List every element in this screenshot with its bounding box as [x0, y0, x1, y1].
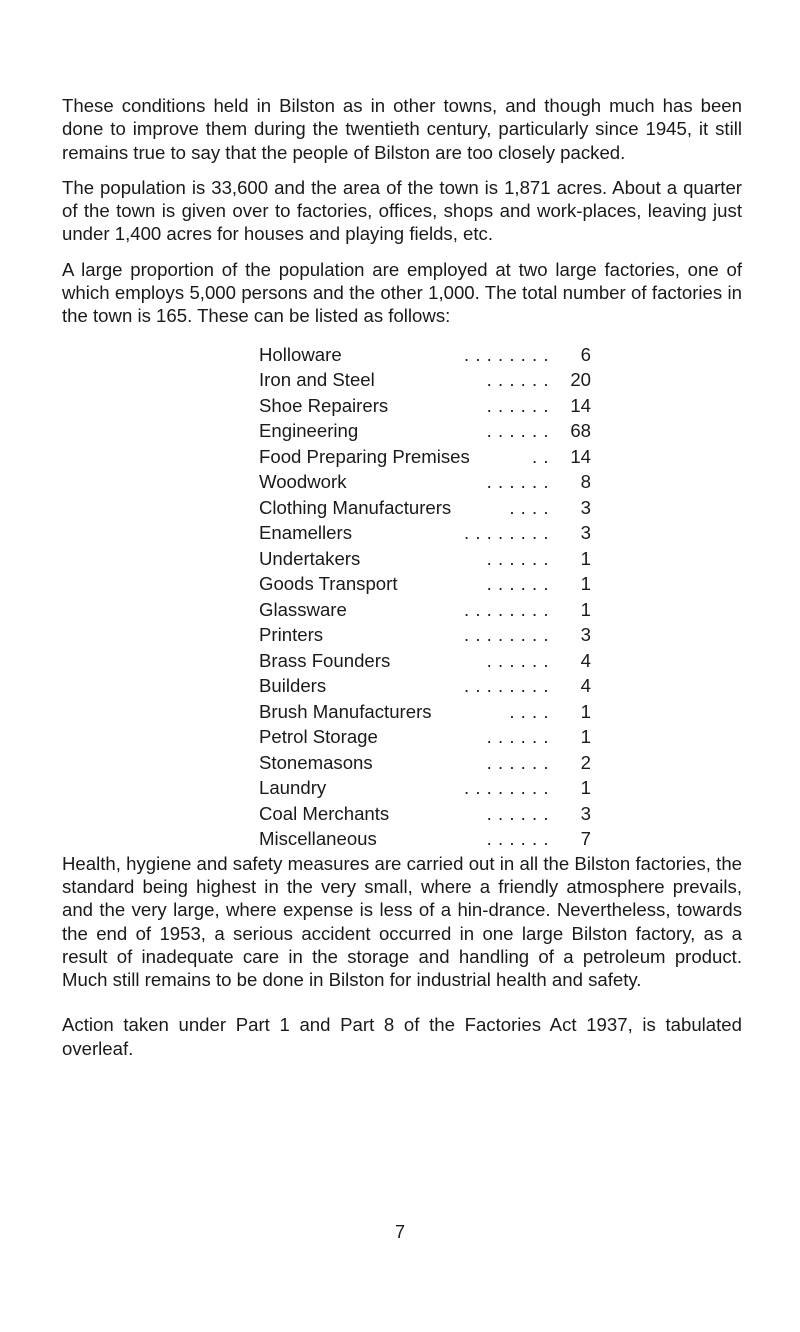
factory-type-label: Food Preparing Premises	[259, 445, 470, 467]
factory-type-label: Iron and Steel	[259, 369, 375, 391]
factory-type-label: Printers	[259, 624, 324, 646]
list-item	[259, 750, 591, 776]
factory-type-label: Shoe Repairers	[259, 394, 389, 416]
factory-type-label: Woodwork	[259, 471, 347, 493]
factory-type-label: Laundry	[259, 777, 327, 799]
list-item	[259, 775, 591, 801]
factory-count: 1	[580, 700, 591, 722]
list-item	[259, 724, 591, 750]
leader-dots: . . . . . .	[486, 649, 549, 671]
paragraph-population-area: The population is 33,600 and the area of the town is 1,871 acres. About a quarter of the town is given over to factories, offices, shops and work-places, leaving just under 1,400 acres for houses and playing fields, etc.	[62, 176, 742, 245]
factory-type-label: Enamellers	[259, 522, 353, 544]
list-item	[259, 444, 591, 470]
leader-dots: . . . . . .	[486, 369, 549, 391]
factory-type-label: Builders	[259, 675, 327, 697]
factory-type-label: Brass Founders	[259, 649, 391, 671]
factory-type-label: Petrol Storage	[259, 726, 378, 748]
factory-count: 68	[570, 420, 591, 442]
list-item	[259, 699, 591, 725]
factory-type-label: Undertakers	[259, 547, 361, 569]
factory-type-label: Brush Manufacturers	[259, 700, 432, 722]
leader-dots: . . . . . . . .	[464, 522, 549, 544]
leader-dots: . . . . . .	[486, 751, 549, 773]
list-item	[259, 418, 591, 444]
page-number: 7	[394, 1222, 405, 1242]
factory-count: 4	[580, 649, 591, 671]
factory-type-label: Clothing Manufacturers	[259, 496, 452, 518]
factory-count: 6	[580, 343, 591, 365]
factory-count: 3	[580, 802, 591, 824]
factory-count: 2	[580, 751, 591, 773]
leader-dots: . . . . . .	[486, 802, 549, 824]
factory-count: 3	[580, 624, 591, 646]
leader-dots: . . . .	[509, 700, 549, 722]
list-item	[259, 367, 591, 393]
leader-dots: . . . . . . . .	[464, 675, 549, 697]
factory-type-label: Coal Merchants	[259, 802, 390, 824]
leader-dots: . . . . . .	[486, 394, 549, 416]
list-item	[259, 546, 591, 572]
leader-dots: . . . . . .	[486, 726, 549, 748]
factory-type-label: Goods Transport	[259, 573, 398, 595]
factory-count: 1	[580, 573, 591, 595]
factory-type-label: Miscellaneous	[259, 828, 377, 850]
factory-count: 14	[570, 445, 591, 467]
factory-count: 1	[580, 547, 591, 569]
factory-type-label: Stonemasons	[259, 751, 373, 773]
list-item	[259, 495, 591, 521]
leader-dots: . . . . . . . .	[464, 777, 549, 799]
leader-dots: . . . . . . . .	[464, 598, 549, 620]
factory-list	[259, 342, 591, 852]
factory-count: 4	[580, 675, 591, 697]
factory-count: 14	[570, 394, 591, 416]
list-item	[259, 801, 591, 827]
paragraph-housing-conditions: These conditions held in Bilston as in other towns, and though much has been done to improve them during the twentieth century, particularly since 1945, it still remains true to say that the people of Bilston are too closely packed.	[62, 95, 742, 163]
list-item	[259, 571, 591, 597]
factory-count: 20	[570, 369, 591, 391]
list-item	[259, 648, 591, 674]
leader-dots: . . . . . .	[486, 573, 549, 595]
leader-dots: . . . . . .	[486, 420, 549, 442]
document-page	[62, 94, 742, 1060]
factory-count: 7	[580, 828, 591, 850]
leader-dots: . . . . . .	[486, 471, 549, 493]
list-item	[259, 597, 591, 623]
factory-count: 3	[580, 522, 591, 544]
list-item	[259, 673, 591, 699]
leader-dots: . . . . . . . .	[464, 343, 549, 365]
factory-count: 3	[580, 496, 591, 518]
leader-dots: . . . . . . . .	[464, 624, 549, 646]
leader-dots: . .	[532, 445, 549, 467]
factory-count: 1	[580, 726, 591, 748]
paragraph-factory-employment: A large proportion of the population are employed at two large factories, one of which employs 5,000 persons and the other 1,000. The total number of factories in the town is 165. These can be listed as follows:	[62, 258, 742, 327]
factory-type-label: Glassware	[259, 598, 347, 620]
list-item	[259, 469, 591, 495]
list-item	[259, 622, 591, 648]
factory-type-label: Holloware	[259, 343, 342, 365]
list-item	[259, 393, 591, 419]
leader-dots: . . . . . .	[486, 828, 549, 850]
paragraph-factories-act: Action taken under Part 1 and Part 8 of the Factories Act 1937, is tabulated overleaf.	[62, 1014, 742, 1059]
list-item	[259, 826, 591, 852]
factory-count: 8	[580, 471, 591, 493]
leader-dots: . . . .	[509, 496, 549, 518]
factory-count: 1	[580, 777, 591, 799]
paragraph-health-safety: Health, hygiene and safety measures are carried out in all the Bilston factories, the standard being highest in the very small, where a friendly atmosphere prevails, and the very large, where expense is less of a hin-drance. Nevertheless, towards the end of 1953, a serious accident occurred in one large Bilston factory, as a result of inadequate care in the storage and handling of a petroleum product. Much still remains to be done in Bilston for industrial health and safety.	[62, 852, 742, 991]
leader-dots: . . . . . .	[486, 547, 549, 569]
list-item	[259, 342, 591, 368]
factory-count: 1	[580, 598, 591, 620]
factory-type-label: Engineering	[259, 420, 359, 442]
list-item	[259, 520, 591, 546]
